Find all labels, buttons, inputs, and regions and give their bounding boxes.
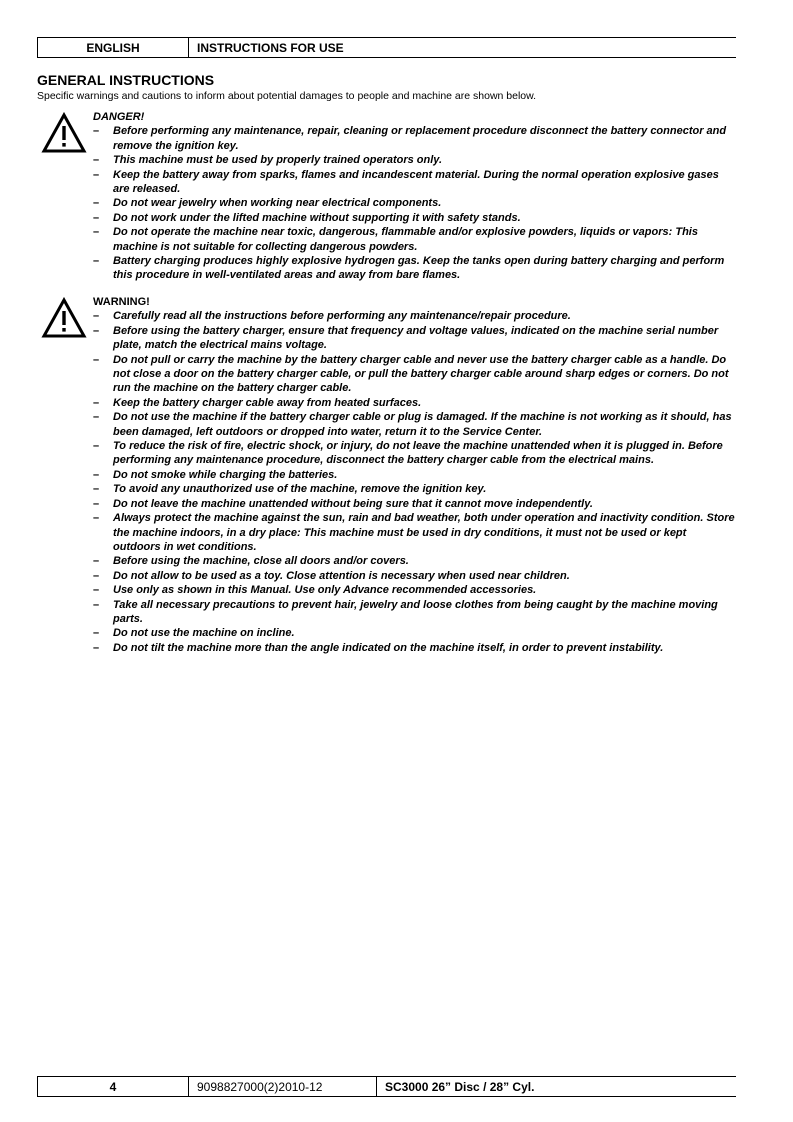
page-header [37, 37, 736, 58]
list-item: – Do not wear jewelry when working near electrical components. [93, 196, 737, 210]
list-item: – Before performing any maintenance, repair, cleaning or replacement procedure disconnect the battery connector and remove the ignition key. [93, 124, 737, 153]
warning-content [93, 295, 737, 655]
list-item: – Before using the battery charger, ensure that frequency and voltage values, indicated on the machine serial number plate, match the electrical mains voltage. [93, 324, 737, 353]
list-item: – Do not leave the machine unattended without being sure that it cannot move independently. [93, 497, 737, 511]
page-title: GENERAL INSTRUCTIONS [37, 72, 215, 88]
list-item: – Always protect the machine against the sun, rain and bad weather, both under operation and inactivity condition. Store the machine indoors, in a dry place: This machine must be used in dry conditions, it must not be used or kept outdoors in wet conditions. [93, 511, 737, 554]
list-item: – Do not allow to be used as a toy. Close attention is necessary when used near children. [93, 569, 737, 583]
list-item: – To avoid any unauthorized use of the machine, remove the ignition key. [93, 482, 737, 496]
list-item: – Do not use the machine if the battery charger cable or plug is damaged. If the machine is not working as it should, has been damaged, left outdoors or dropped into water, return it to the Service Center. [93, 410, 737, 439]
list-item: – Carefully read all the instructions before performing any maintenance/repair procedure. [93, 309, 737, 323]
list-item: – Use only as shown in this Manual. Use only Advance recommended accessories. [93, 583, 737, 597]
list-item: – Do not tilt the machine more than the angle indicated on the machine itself, in order to prevent instability. [93, 641, 737, 655]
document-code: 9098827000(2)2010-12 [189, 1077, 377, 1096]
list-item: – This machine must be used by properly trained operators only. [93, 153, 737, 167]
list-item: – Before using the machine, close all doors and/or covers. [93, 554, 737, 568]
list-item: – Do not operate the machine near toxic, dangerous, flammable and/or explosive powders, liquids or vapors: This machine is not suitable for collecting dangerous powders. [93, 225, 737, 254]
header-section: INSTRUCTIONS FOR USE [197, 40, 344, 55]
list-item: – Do not use the machine on incline. [93, 626, 737, 640]
warning-heading: WARNING! [93, 296, 150, 308]
danger-heading: DANGER! [93, 111, 145, 123]
list-item: – To reduce the risk of fire, electric shock, or injury, do not leave the machine unattended when it is plugged in. Before performing any maintenance procedure, disconnect the battery charger cable from the electrical mains. [93, 439, 737, 468]
list-item: – Do not smoke while charging the batteries. [93, 468, 737, 482]
list-item: – Do not pull or carry the machine by the battery charger cable and never use the battery charger cable as a handle. Do not close a door on the battery charger cable, or pull the battery charger cable around sharp edges or corners. Do not run the machine on the battery charger cable. [93, 353, 737, 396]
warning-triangle-icon [41, 297, 87, 339]
page-number: 4 [37, 1077, 189, 1096]
danger-content [93, 110, 737, 283]
page-footer [37, 1076, 736, 1097]
list-item: – Take all necessary precautions to prevent hair, jewelry and loose clothes from being caught by the machine moving parts. [93, 598, 737, 627]
danger-list [93, 124, 737, 282]
list-item: – Keep the battery away from sparks, flames and incandescent material. During the normal operation explosive gases are released. [93, 168, 737, 197]
warning-triangle-icon [41, 112, 87, 154]
list-item: – Do not work under the lifted machine without supporting it with safety stands. [93, 211, 737, 225]
header-language: ENGLISH [37, 38, 189, 57]
model-name: SC3000 26” Disc / 28” Cyl. [385, 1079, 535, 1094]
warning-list [93, 309, 737, 655]
intro-text: Specific warnings and cautions to inform about potential damages to people and machine are shown below. [37, 90, 537, 102]
list-item: – Battery charging produces highly explosive hydrogen gas. Keep the tanks open during battery charging and perform this procedure in well-ventilated areas and away from bare flames. [93, 254, 737, 283]
list-item: – Keep the battery charger cable away from heated surfaces. [93, 396, 737, 410]
